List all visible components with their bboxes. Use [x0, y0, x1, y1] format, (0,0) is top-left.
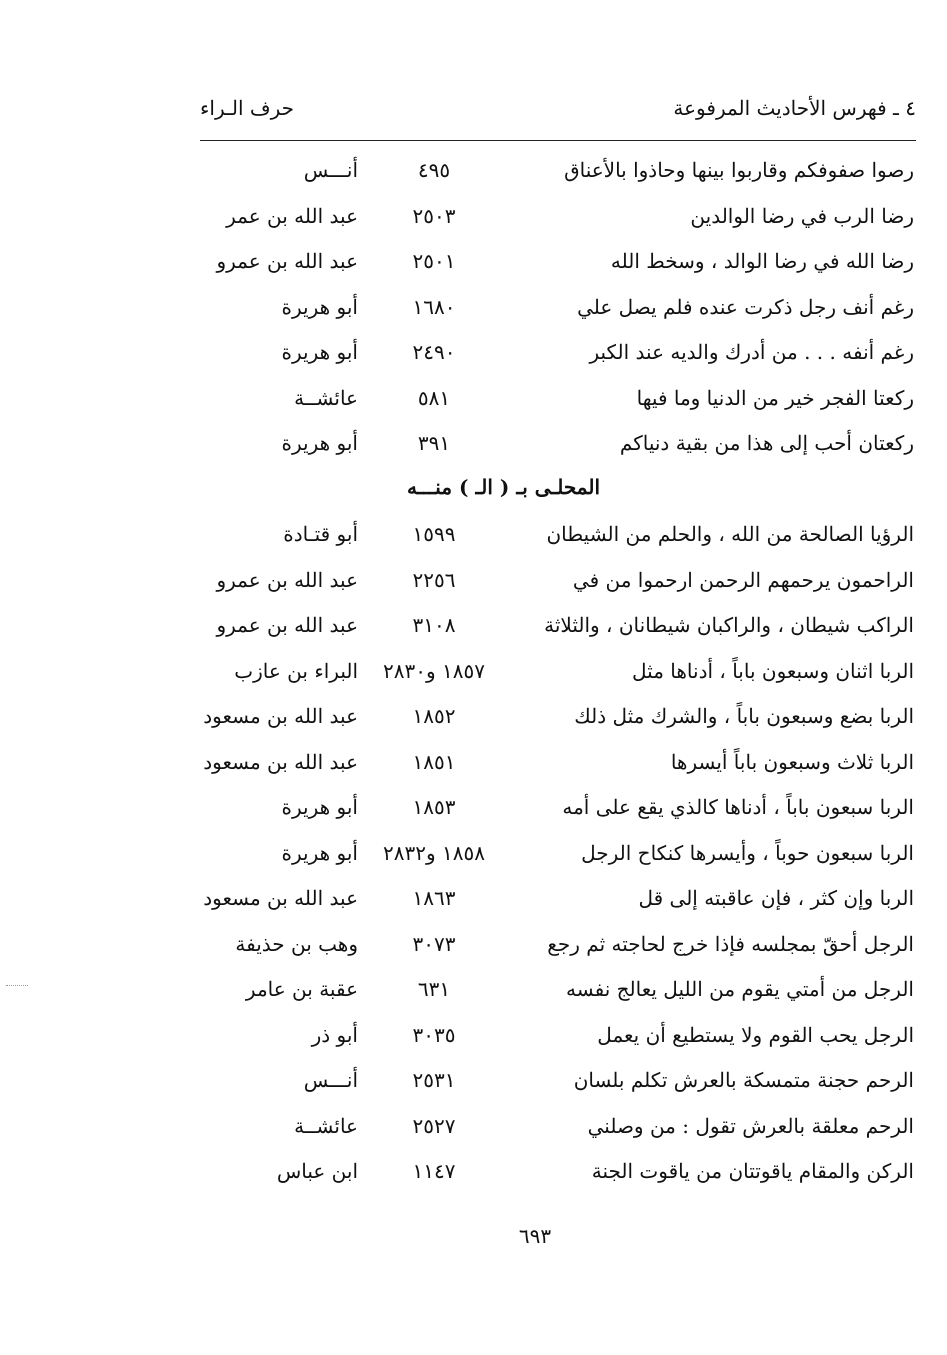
- hadith-text: ركعتان أحب إلى هذا من بقية دنياكم: [619, 431, 914, 455]
- hadith-number: ٢٥٣١: [412, 1068, 456, 1092]
- narrator: أبو هريرة: [281, 340, 358, 364]
- narrator: أنـــس: [303, 158, 358, 182]
- hadith-text: الراكب شيطان ، والراكبان شيطانان ، والثلاثة: [544, 613, 914, 637]
- narrator: عبد الله بن مسعود: [203, 704, 358, 728]
- margin-mark: [6, 985, 28, 987]
- hadith-text: الرجل من أمتي يقوم من الليل يعالج نفسه: [566, 977, 914, 1001]
- narrator: أبو هريرة: [281, 294, 358, 319]
- index-list: [0, 150, 947, 1197]
- index-entry: [0, 560, 947, 606]
- index-entry: [0, 423, 947, 469]
- hadith-number: ٤٩٥: [417, 158, 451, 182]
- hadith-text: رصوا صفوفكم وقاربوا بينها وحاذوا بالأعناق: [564, 158, 914, 182]
- letter-title: حرف الـراء: [200, 96, 294, 120]
- page-number: ٦٩٣: [518, 1224, 552, 1248]
- subsection-heading-text: المحلـى بـ ( الـ ) منـــه: [407, 474, 600, 499]
- narrator: أبو هريرة: [281, 795, 358, 819]
- index-entry: [0, 378, 947, 424]
- narrator: البراء بن عازب: [234, 658, 358, 683]
- hadith-text: الرجل أحقّ بمجلسه فإذا خرج لحاجته ثم رجع: [547, 931, 914, 956]
- narrator: عائشــة: [294, 1113, 358, 1138]
- index-entry: [0, 696, 947, 742]
- hadith-number: ٥٨١: [417, 385, 451, 410]
- hadith-number: ٢٤٩٠: [412, 340, 456, 364]
- index-entry: [0, 514, 947, 560]
- narrator: عبد الله بن مسعود: [203, 749, 358, 774]
- narrator: أنـــس: [303, 1068, 358, 1092]
- hadith-text: ركعتا الفجر خير من الدنيا وما فيها: [636, 385, 914, 410]
- hadith-number: ٦٣١: [417, 977, 451, 1001]
- hadith-text: الراحمون يرحمهم الرحمن ارحموا من في: [572, 567, 914, 592]
- hadith-text: رغم أنفه . . . من أدرك والديه عند الكبر: [589, 340, 914, 364]
- index-entry: [0, 969, 947, 1015]
- hadith-text: الركن والمقام ياقوتتان من ياقوت الجنة: [591, 1159, 914, 1183]
- hadith-number: ١٨٥١: [412, 749, 456, 774]
- header-rule: [200, 140, 916, 141]
- index-entry: [0, 196, 947, 242]
- hadith-number: ١٥٩٩: [412, 522, 456, 546]
- index-entry: [0, 651, 947, 697]
- hadith-number: ٣٠٧٣: [412, 931, 456, 956]
- hadith-text: الربا ثلاث وسبعون باباً أيسرها: [670, 749, 914, 774]
- narrator: وهب بن حذيفة: [235, 931, 358, 956]
- hadith-text: الربا بضع وسبعون باباً ، والشرك مثل ذلك: [574, 704, 914, 728]
- index-entry: [0, 742, 947, 788]
- hadith-text: رضا الله في رضا الوالد ، وسخط الله: [610, 249, 914, 273]
- index-entry: [0, 1015, 947, 1061]
- index-entry: [0, 332, 947, 378]
- hadith-number: ١٦٨٠: [412, 294, 456, 319]
- hadith-text: الرحم حجنة متمسكة بالعرش تكلم بلسان: [573, 1068, 914, 1092]
- hadith-number: ٣٠٣٥: [412, 1022, 456, 1047]
- hadith-text: الرجل يحب القوم ولا يستطيع أن يعمل: [597, 1022, 914, 1047]
- subsection-heading: [0, 469, 947, 515]
- index-entry: [0, 924, 947, 970]
- hadith-text: رضا الرب في رضا الوالدين: [690, 203, 914, 228]
- hadith-text: الربا سبعون حوباً ، وأيسرها كنكاح الرجل: [581, 840, 914, 865]
- hadith-text: الربا سبعون باباً ، أدناها كالذي يقع على أمه: [562, 795, 914, 819]
- hadith-number: ٢٢٥٦: [412, 567, 456, 592]
- index-entry: [0, 833, 947, 879]
- hadith-number: ١٨٥٣: [412, 795, 456, 819]
- hadith-text: الرؤيا الصالحة من الله ، والحلم من الشيطان: [546, 522, 914, 546]
- index-entry: [0, 287, 947, 333]
- section-title: ٤ ـ فهرس الأحاديث المرفوعة: [673, 96, 916, 120]
- index-entry: [0, 787, 947, 833]
- index-entry: [0, 1151, 947, 1197]
- narrator: أبو ذر: [311, 1022, 358, 1047]
- hadith-number: ٢٥٠٣: [412, 203, 456, 228]
- index-entry: [0, 1106, 947, 1152]
- hadith-number: ١٨٥٢: [412, 704, 456, 728]
- running-header: [200, 96, 916, 132]
- hadith-number: ١٨٥٧ و٢٨٣٠: [383, 658, 485, 683]
- hadith-number: ٣١٠٨: [412, 613, 456, 637]
- index-entry: [0, 241, 947, 287]
- hadith-text: الرحم معلقة بالعرش تقول : من وصلني: [587, 1113, 914, 1138]
- narrator: عبد الله بن عمرو: [216, 249, 358, 273]
- narrator: عبد الله بن مسعود: [203, 886, 358, 910]
- index-entry: [0, 150, 947, 196]
- hadith-number: ٢٥٠١: [412, 249, 456, 273]
- index-entry: [0, 1060, 947, 1106]
- hadith-text: الربا اثنان وسبعون باباً ، أدناها مثل: [632, 658, 914, 683]
- narrator: أبو هريرة: [281, 840, 358, 865]
- narrator: أبو هريرة: [281, 431, 358, 455]
- index-entry: [0, 605, 947, 651]
- narrator: عائشــة: [294, 385, 358, 410]
- hadith-number: ١٨٥٨ و٢٨٣٢: [383, 840, 485, 865]
- narrator: عبد الله بن عمرو: [216, 567, 358, 592]
- narrator: ابن عباس: [276, 1159, 358, 1183]
- narrator: عقبة بن عامر: [245, 977, 358, 1001]
- narrator: عبد الله بن عمرو: [216, 613, 358, 637]
- hadith-number: ٣٩١: [417, 431, 451, 455]
- hadith-number: ١١٤٧: [412, 1159, 456, 1183]
- hadith-text: الربا وإن كثر ، فإن عاقبته إلى قل: [638, 886, 914, 910]
- hadith-number: ١٨٦٣: [412, 886, 456, 910]
- narrator: أبو قتـادة: [283, 522, 358, 546]
- hadith-text: رغم أنف رجل ذكرت عنده فلم يصل علي: [577, 294, 914, 319]
- index-entry: [0, 878, 947, 924]
- hadith-number: ٢٥٢٧: [412, 1113, 456, 1138]
- narrator: عبد الله بن عمر: [226, 203, 358, 228]
